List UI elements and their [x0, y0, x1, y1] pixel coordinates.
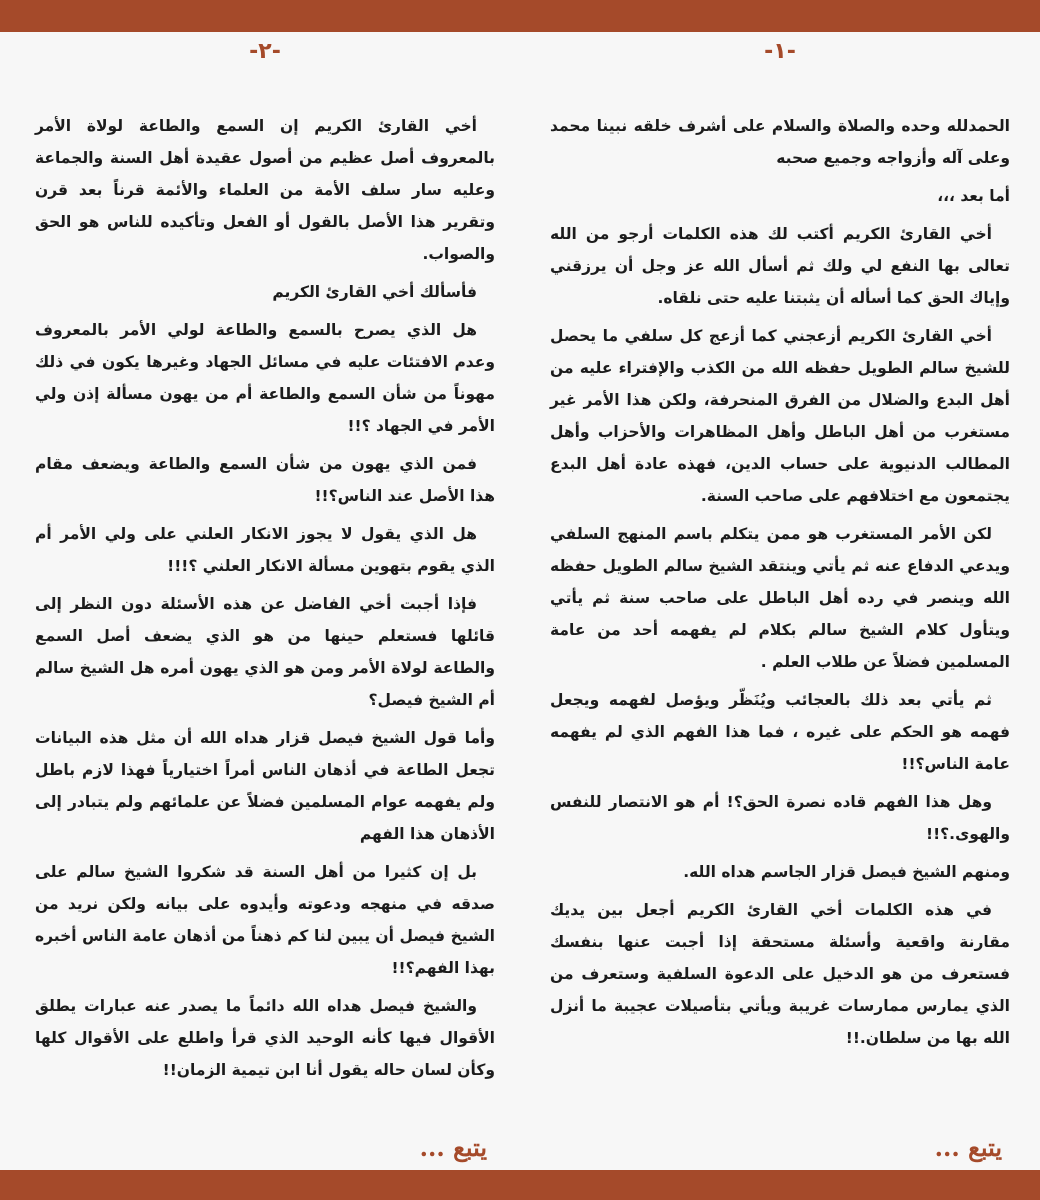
paragraph: الحمدلله وحده والصلاة والسلام على أشرف خلقه نبينا محمد وعلى آله وأزواجه وجميع صحبه — [550, 117, 1010, 167]
paragraph: لكن الأمر المستغرب هو ممن يتكلم باسم المنهج السلفي ويدعي الدفاع عنه ثم يأتي وينتقد الشيخ سالم الطويل حفظه الله وينصر في رده أهل الباطل على صاحب سنة ثم يأتي ويتأول كلام الشيخ سالم بكلام لم يفهمه أحد من عامة المسلمين فضلاً عن طلاب العلم . — [550, 525, 1010, 671]
page-number: -١- — [764, 39, 796, 64]
paragraph: وهل هذا الفهم قاده نصرة الحق؟! أم هو الانتصار للنفس والهوى.؟!! — [550, 793, 1010, 843]
page-2-text — [35, 110, 495, 1092]
paragraph: بل إن كثيرا من أهل السنة قد شكروا الشيخ سالم على صدقه في منهجه ودعوته وأيدوه على بيانه ولكن نريد من الشيخ فيصل أن يبين لنا كم ذهناً من أذهان عامة الناس أخبره بهذا الفهم؟!! — [35, 863, 495, 977]
page-1-text — [550, 110, 1010, 1060]
paragraph: أخي القارئ الكريم إن السمع والطاعة لولاة الأمر بالمعروف أصل عظيم من أصول عقيدة أهل السنة والجماعة وعليه سار سلف الأمة من العلماء والأئمة قرناً بعد قرن وتقرير هذا الأصل بالقول أو الفعل وتأكيده للناس هو الحق والصواب. — [35, 117, 495, 263]
paragraph: أخي القارئ الكريم أكتب لك هذه الكلمات أرجو من الله تعالى بها النفع لي ولك ثم أسأل الله عز وجل أن يرزقني وإياك الحق كما أسأله أن يثبتنا عليه حتى نلقاه. — [550, 225, 1010, 307]
page-2 — [15, 32, 515, 1170]
paragraph: فمن الذي يهون من شأن السمع والطاعة ويضعف مقام هذا الأصل عند الناس؟!! — [35, 455, 495, 505]
paragraph: في هذه الكلمات أخي القارئ الكريم أجعل بين يديك مقارنة واقعية وأسئلة مستحقة إذا أجبت عنها بنفسك فستعرف من هو الدخيل على الدعوة السلفية وستعرف من الذي يمارس ممارسات غريبة ويأتي بتأصيلات عجيبة ما أنزل الله بها من سلطان.!! — [550, 901, 1010, 1047]
paragraph: وأما قول الشيخ فيصل قزار هداه الله أن مثل هذه البيانات تجعل الطاعة في أذهان الناس أمراً اختيارياً فهذا لازم باطل ولم يفهمه عوام المسلمين فضلاً عن علمائهم ولم يتبادر إلى الأذهان هذا الفهم — [35, 729, 495, 843]
paragraph: أما بعد ،،، — [937, 187, 1010, 205]
top-band — [0, 0, 1040, 32]
paragraph: ومنهم الشيخ فيصل قزار الجاسم هداه الله. — [683, 863, 1010, 881]
to-be-continued: يتبع ... — [419, 1133, 487, 1162]
paragraph: هل الذي يصرح بالسمع والطاعة لولي الأمر بالمعروف وعدم الافتئات عليه في مسائل الجهاد وغيرها يكون في ذلك مهوناً من شأن السمع والطاعة أم من يهون مسألة إذن ولي الأمر في الجهاد ؟!! — [35, 321, 495, 435]
paragraph: والشيخ فيصل هداه الله دائماً ما يصدر عنه عبارات يطلق الأقوال فيها كأنه الوحيد الذي قرأ واطلع على الأقوال كلها وكأن لسان حاله يقول أنا ابن تيمية الزمان!! — [35, 997, 495, 1079]
paragraph: فأسألك أخي القارئ الكريم — [272, 283, 477, 301]
paragraph: أخي القارئ الكريم أزعجني كما أزعج كل سلفي ما يحصل للشيخ سالم الطويل حفظه الله من الكذب والإفتراء عليه من أهل البدع والضلال من الفرق المنحرفة، ولكن هذا الأمر غير مستغرب من أهل الباطل وأهل المظاهرات والأحزاب وأهل المطالب الدنيوية على حساب الدين، فهذه عادة أهل البدع يجتمعون مع اختلافهم على صاحب السنة. — [550, 327, 1010, 505]
to-be-continued: يتبع ... — [934, 1133, 1002, 1162]
paragraph: فإذا أجبت أخي الفاضل عن هذه الأسئلة دون النظر إلى قائلها فستعلم حينها من هو الذي يضعف أصل السمع والطاعة لولاة الأمر ومن هو الذي يهون أمره هل الشيخ سالم أم الشيخ فيصل؟ — [35, 595, 495, 709]
page-number: -٢- — [249, 39, 281, 64]
bottom-band — [0, 1170, 1040, 1200]
paragraph: ثم يأتي بعد ذلك بالعجائب ويُنَظّر ويؤصل لفهمه ويجعل فهمه هو الحكم على غيره ، فما هذا الفهم الذي لم يفهمه عامة الناس؟!! — [550, 691, 1010, 773]
page-1 — [530, 32, 1030, 1170]
paragraph: هل الذي يقول لا يجوز الانكار العلني على ولي الأمر أم الذي يقوم بتهوين مسألة الانكار العلني ؟!!! — [35, 525, 495, 575]
